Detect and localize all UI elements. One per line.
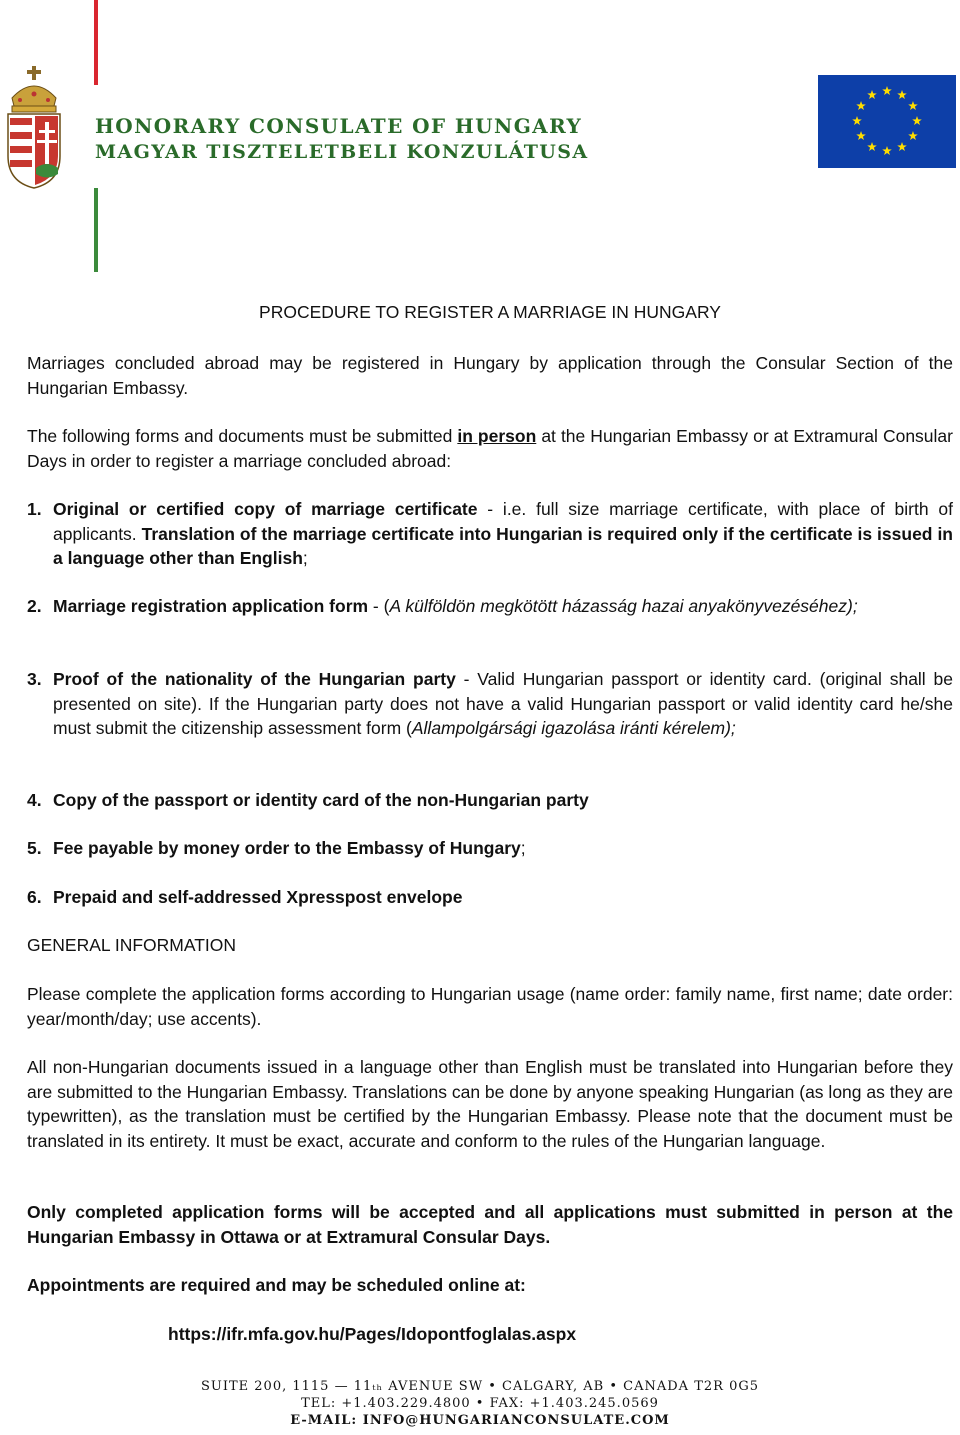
letterhead xyxy=(0,0,960,280)
general-paragraph-usage: Please complete the application forms according to Hungarian usage (name order: family name, first name; date order: year/month/day; use accents). xyxy=(27,984,953,1029)
flag-red-bar xyxy=(94,0,98,85)
item-number: 5. xyxy=(27,838,42,858)
item-text: - Valid Hungarian passport or identity card. (original shall be presented on site). If the Hungarian party does not have a valid Hungarian passport or valid identity card he/she must submit the citizenship assessment form ( xyxy=(53,669,953,738)
item-bold: Marriage registration application form xyxy=(53,596,369,616)
item-bold: Original or certified copy of marriage certificate xyxy=(53,499,478,519)
list-item xyxy=(27,836,953,861)
footer-address: SUITE 200, 1115 — 11ₜₕ AVENUE SW • CALGARY, AB • CANADA T2R 0G5 xyxy=(201,1379,759,1394)
item-italic: Allampolgársági igazolása iránti kérelem); xyxy=(411,718,736,738)
item-number: 1. xyxy=(27,499,42,519)
forms-paragraph xyxy=(27,424,953,473)
item-text: - ( xyxy=(368,596,390,616)
forms-text-after: at the Hungarian Embassy or at Extramural Consular Days in order to register a marriage concluded abroad: xyxy=(27,426,953,471)
footer-email[interactable]: E-MAIL: INFO@HUNGARIANCONSULATE.COM xyxy=(290,1413,670,1428)
flag-green-bar xyxy=(94,188,98,272)
item-number: 3. xyxy=(27,669,42,689)
list-item xyxy=(27,594,953,619)
item-number: 4. xyxy=(27,790,42,810)
item-text: - i.e. full size marriage certificate, with place of birth of applicants. xyxy=(53,499,953,544)
consulate-name-english: HONORARY CONSULATE OF HUNGARY xyxy=(95,114,583,138)
forms-text-before: The following forms and documents must be submitted xyxy=(27,426,458,446)
item-bold-note: Translation of the marriage certificate into Hungarian is required only if the certificate is issued in a language other than English xyxy=(53,523,954,568)
notice-paragraph: Only completed application forms will be accepted and all applications must submitted in person at the Hungarian Embassy in Ottawa or at Extramural Consular Days. xyxy=(27,1202,953,1247)
footer-phone-fax: TEL: +1.403.229.4800 • FAX: +1.403.245.0569 xyxy=(301,1396,659,1411)
item-bold: Fee payable by money order to the Embassy of Hungary xyxy=(53,838,521,858)
item-bold: Copy of the passport or identity card of the non-Hungarian party xyxy=(53,790,589,810)
item-bold: Proof of the nationality of the Hungarian party xyxy=(53,669,456,689)
intro-paragraph: Marriages concluded abroad may be registered in Hungary by application through the Consular Section of the Hungarian Embassy. xyxy=(27,353,953,398)
footer xyxy=(0,1378,960,1429)
general-information-heading: GENERAL INFORMATION xyxy=(27,935,237,955)
item-number: 2. xyxy=(27,596,42,616)
consulate-name-hungarian: MAGYAR TISZTELETBELI KONZULÁTUSA xyxy=(95,141,589,163)
item-bold: Prepaid and self-addressed Xpresspost envelope xyxy=(53,887,463,907)
appointments-text: Appointments are required and may be scheduled online at: xyxy=(27,1275,526,1295)
list-item xyxy=(27,885,953,910)
general-paragraph-translation: All non-Hungarian documents issued in a language other than English must be translated into Hungarian before they are submitted to the Hungarian Embassy. Translations can be done by anyone speaking Hungarian (as long as they are typewritten), as the translation must be certified by the Hungarian Embassy. Please note that the document must be translated in its entirety. It must be exact, accurate and conform to the rules of the Hungarian language. xyxy=(27,1057,953,1151)
list-item xyxy=(27,667,953,741)
list-item xyxy=(27,497,953,571)
item-italic: A külföldön megkötött házasság hazai anyakönyvezéséhez); xyxy=(389,596,858,616)
appointment-link[interactable]: https://ifr.mfa.gov.hu/Pages/Idopontfoglalas.aspx xyxy=(168,1324,577,1344)
eu-flag-icon xyxy=(818,75,956,168)
item-tail: ; xyxy=(302,548,308,568)
in-person-emphasis: in person xyxy=(457,426,537,446)
item-number: 6. xyxy=(27,887,42,907)
item-tail: ; xyxy=(520,838,526,858)
page-title: PROCEDURE TO REGISTER A MARRIAGE IN HUNGARY xyxy=(259,302,721,322)
list-item xyxy=(27,788,953,813)
coat-of-arms-icon xyxy=(2,64,66,190)
